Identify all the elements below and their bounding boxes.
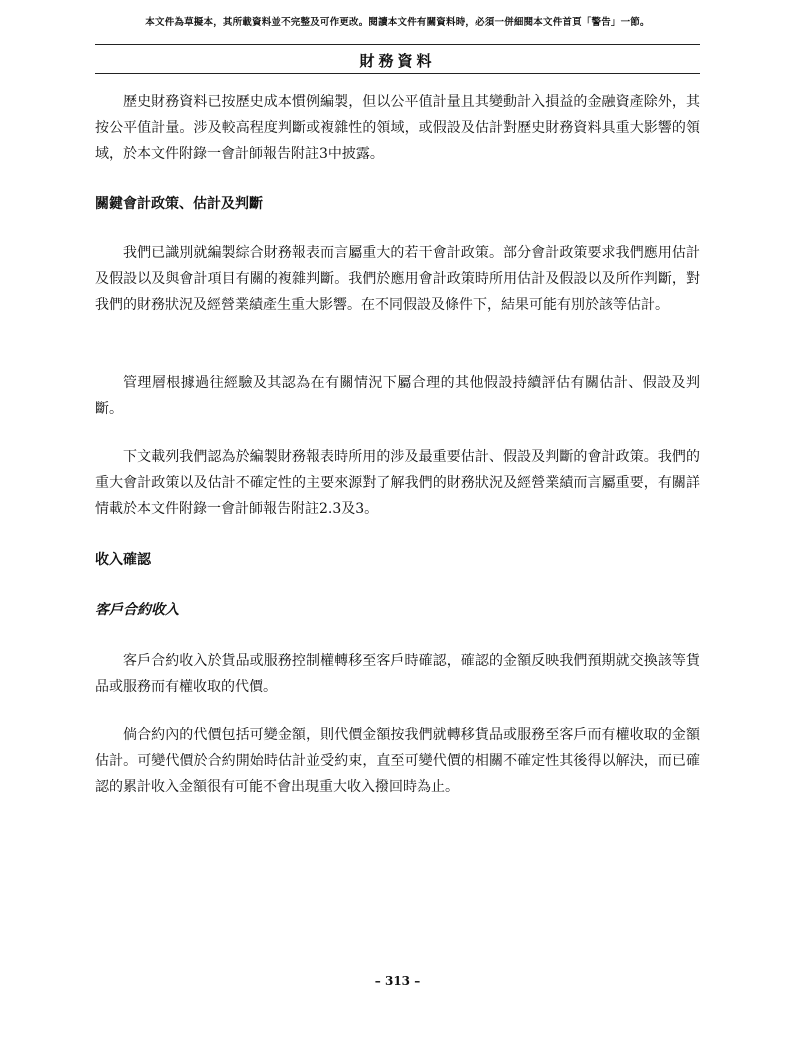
critical-paragraph-3: 下文載列我們認為於編製財務報表時所用的涉及最重要估計、假設及判斷的會計政策。我們的重大會計政策以及估計不確定性的主要來源對了解我們的財務狀況及經營業績而言屬重要，有關詳情載於本文件附錄一會計師報告附註2.3及3。 <box>95 449 700 517</box>
critical-paragraph-1: 我們已識別就編製綜合財務報表而言屬重大的若干會計政策。部分會計政策要求我們應用估計及假設以及與會計項目有關的複雜判斷。我們於應用會計政策時所用估計及假設以及所作判斷，對我們的財務狀況及經營業績產生重大影響。在不同假設及條件下，結果可能有別於該等估計。 <box>95 245 700 313</box>
intro-paragraph: 歷史財務資料已按歷史成本慣例編製，但以公平值計量且其變動計入損益的金融資產除外，其按公平值計量。涉及較高程度判斷或複雜性的領域，或假設及估計對歷史財務資料具重大影響的領域，於本文件附錄一會計師報告附註3中披露。 <box>95 94 700 162</box>
subheading-contract-revenue: 客戶合約收入 <box>95 602 179 618</box>
header-rule-top <box>95 44 700 45</box>
revenue-paragraph-2: 倘合約內的代價包括可變金額，則代價金額按我們就轉移貨品或服務至客戶而有權收取的金額估計。可變代價於合約開始時估計並受約束，直至可變代價的相關不確定性其後得以解決，而已確認的累計收入金額很有可能不會出現重大收入撥回時為止。 <box>95 727 700 795</box>
critical-paragraph-2: 管理層根據過往經驗及其認為在有關情況下屬合理的其他假設持續評估有關估計、假設及判斷。 <box>95 375 700 417</box>
draft-disclaimer: 本文件為草擬本，其所載資料並不完整及可作更改。閱讀本文件有關資料時，必須一併細閱本文件首頁「警告」一節。 <box>145 17 650 28</box>
heading-revenue-recognition: 收入確認 <box>95 552 151 568</box>
revenue-paragraph-1: 客戶合約收入於貨品或服務控制權轉移至客戶時確認，確認的金額反映我們預期就交換該等貨品或服務而有權收取的代價。 <box>95 653 700 695</box>
section-title: 財務資料 <box>359 52 436 70</box>
heading-critical-accounting-policies: 關鍵會計政策、估計及判斷 <box>95 196 263 212</box>
page-number: – 313 – <box>374 974 421 988</box>
header-rule-bottom <box>95 73 700 74</box>
